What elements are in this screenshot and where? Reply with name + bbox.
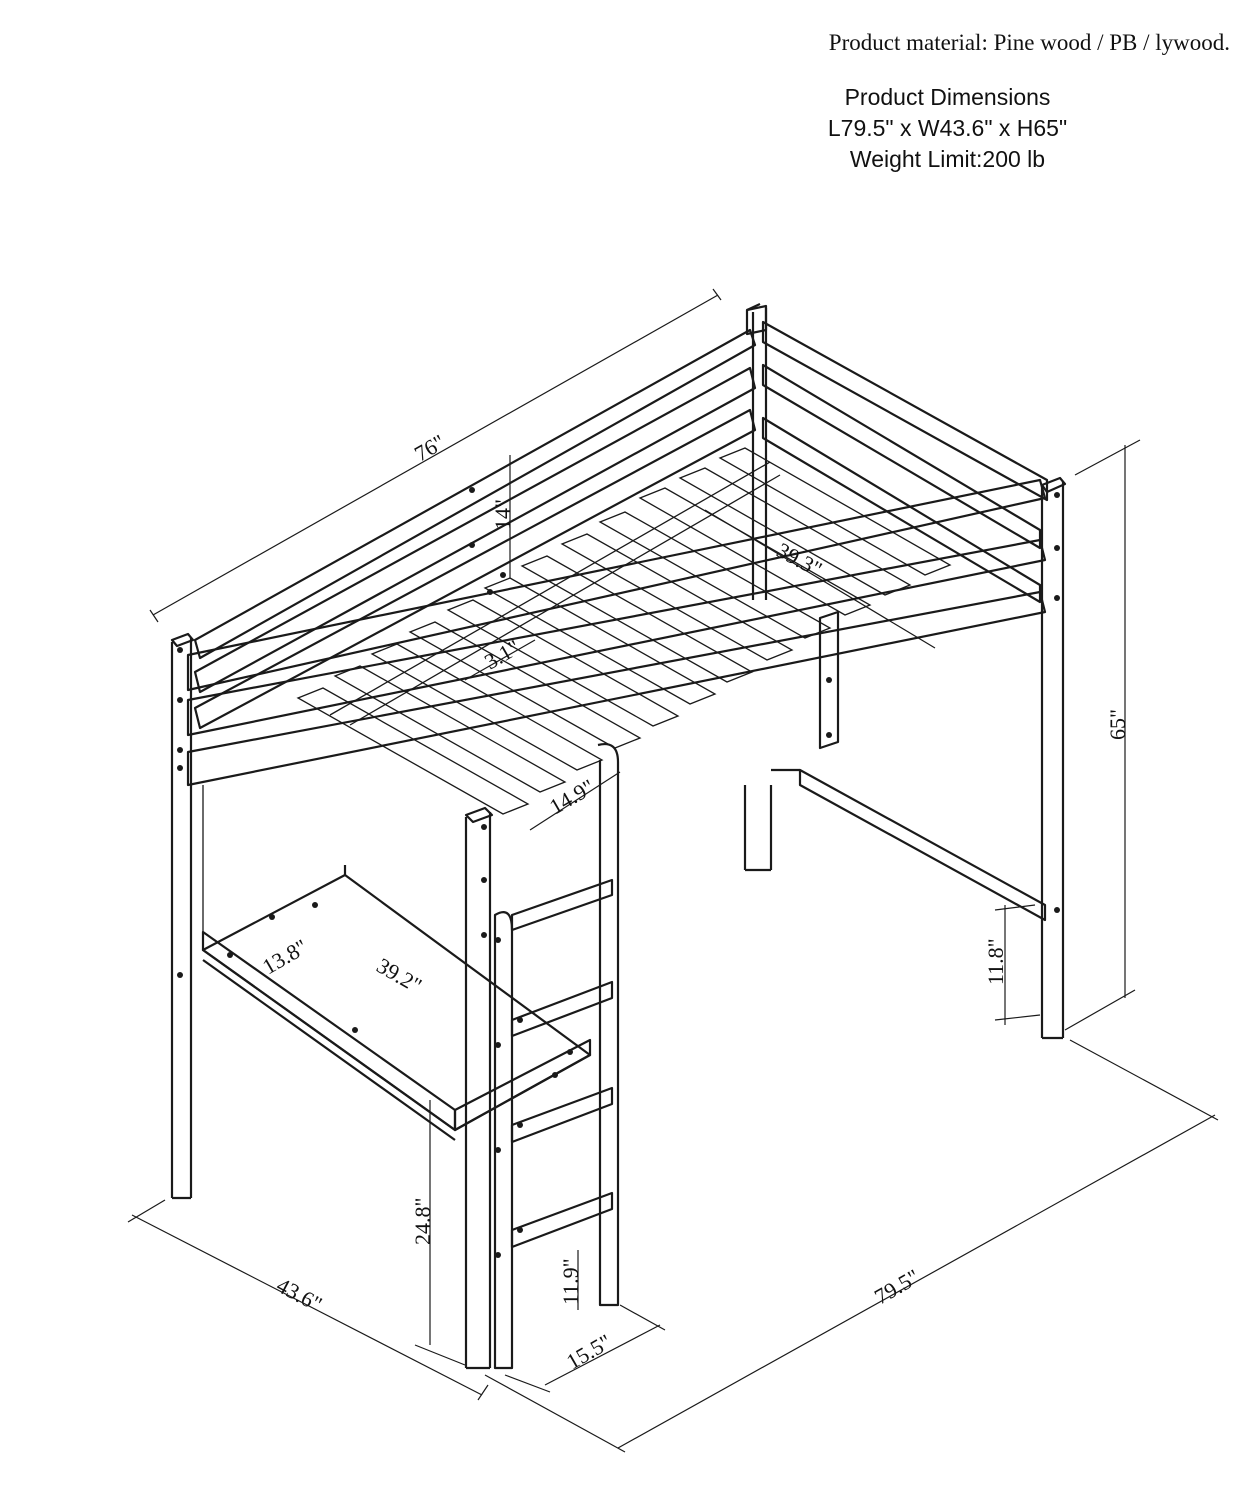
- label-inner-width: 39.3": [772, 537, 827, 582]
- dimension-labels: [258, 429, 1130, 1374]
- label-ladder-width: 15.5": [562, 1328, 616, 1375]
- label-ladder-gap: 14.9": [545, 773, 599, 820]
- lower-side-rail: [771, 770, 1045, 920]
- label-overall-height: 65": [1105, 709, 1130, 740]
- label-overall-length: 79.5": [870, 1263, 924, 1310]
- dimensions-value: L79.5" x W43.6" x H65": [827, 115, 1068, 141]
- product-material-text: Product material: Pine wood / PB / lywood.: [828, 30, 1230, 55]
- dimensions-title: Product Dimensions: [844, 84, 1051, 110]
- right-front-post: [1042, 478, 1065, 1038]
- label-overall-width: 43.6": [272, 1272, 327, 1317]
- label-desk-height: 24.8": [410, 1197, 435, 1245]
- label-desk-width: 39.2": [372, 952, 427, 999]
- label-desk-depth: 13.8": [258, 933, 312, 980]
- left-back-post: [172, 634, 193, 1198]
- front-guard-rails: [188, 480, 1045, 785]
- label-top-length: 76": [410, 429, 450, 467]
- weight-limit: Weight Limit:200 lb: [849, 146, 1046, 172]
- bed-slats: [298, 448, 950, 814]
- label-rail-height: 14": [490, 499, 515, 530]
- ladder: [495, 744, 618, 1368]
- label-ladder-bottom-step: 11.9": [558, 1258, 583, 1305]
- label-bottom-bar-height: 11.8": [983, 938, 1008, 985]
- label-slat-gap: 3.1": [480, 634, 525, 675]
